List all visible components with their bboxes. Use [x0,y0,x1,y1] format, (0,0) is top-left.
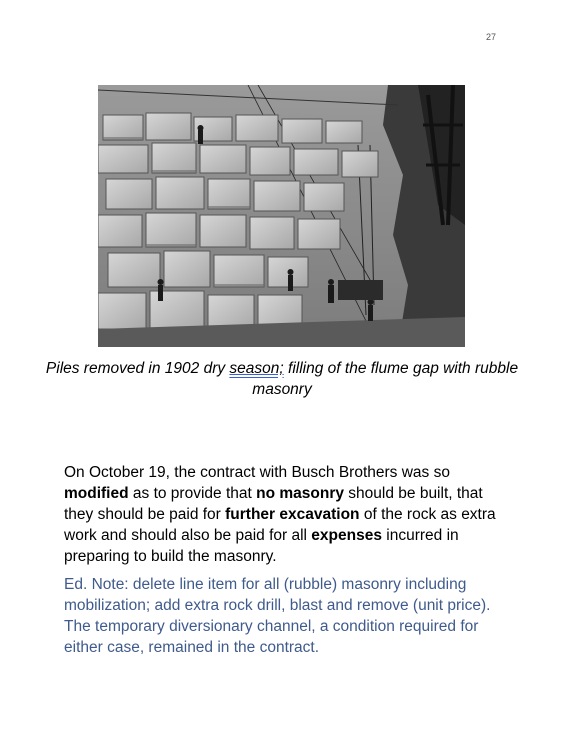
body-paragraph [64,462,514,567]
body-bold-expenses: expenses [311,527,382,544]
body-bold-no-masonry: no masonry [256,485,344,502]
photo-caption [40,358,524,400]
caption-text-2: filling of the flume gap with rubble masonry [252,360,519,398]
quarry-photo-icon [98,85,465,347]
editor-note: Ed. Note: delete line item for all (rubble) masonry including mobilization; add extra rock drill, blast and remove (unit price). The temporary diversionary channel, a condition required for either case, remained in the contract. [64,576,491,656]
page-number: 27 [486,32,497,42]
body-text-2: as to provide that [128,485,257,502]
body-text-4: of the rock as extra work and should also be paid for all [64,506,496,544]
body-text-3: should be built, that they should be paid for [64,485,483,523]
body-text-5: incurred in preparing to build the masonry. [64,527,459,565]
body-bold-modified: modified [64,485,129,502]
body-bold-further-excavation: further excavation [225,506,360,523]
quarry-photo [98,85,465,347]
caption-underlined-word: season; [229,360,284,377]
caption-text-1: Piles removed in 1902 dry [45,360,230,377]
body-text-1: On October 19, the contract with Busch Brothers was so [64,464,450,481]
